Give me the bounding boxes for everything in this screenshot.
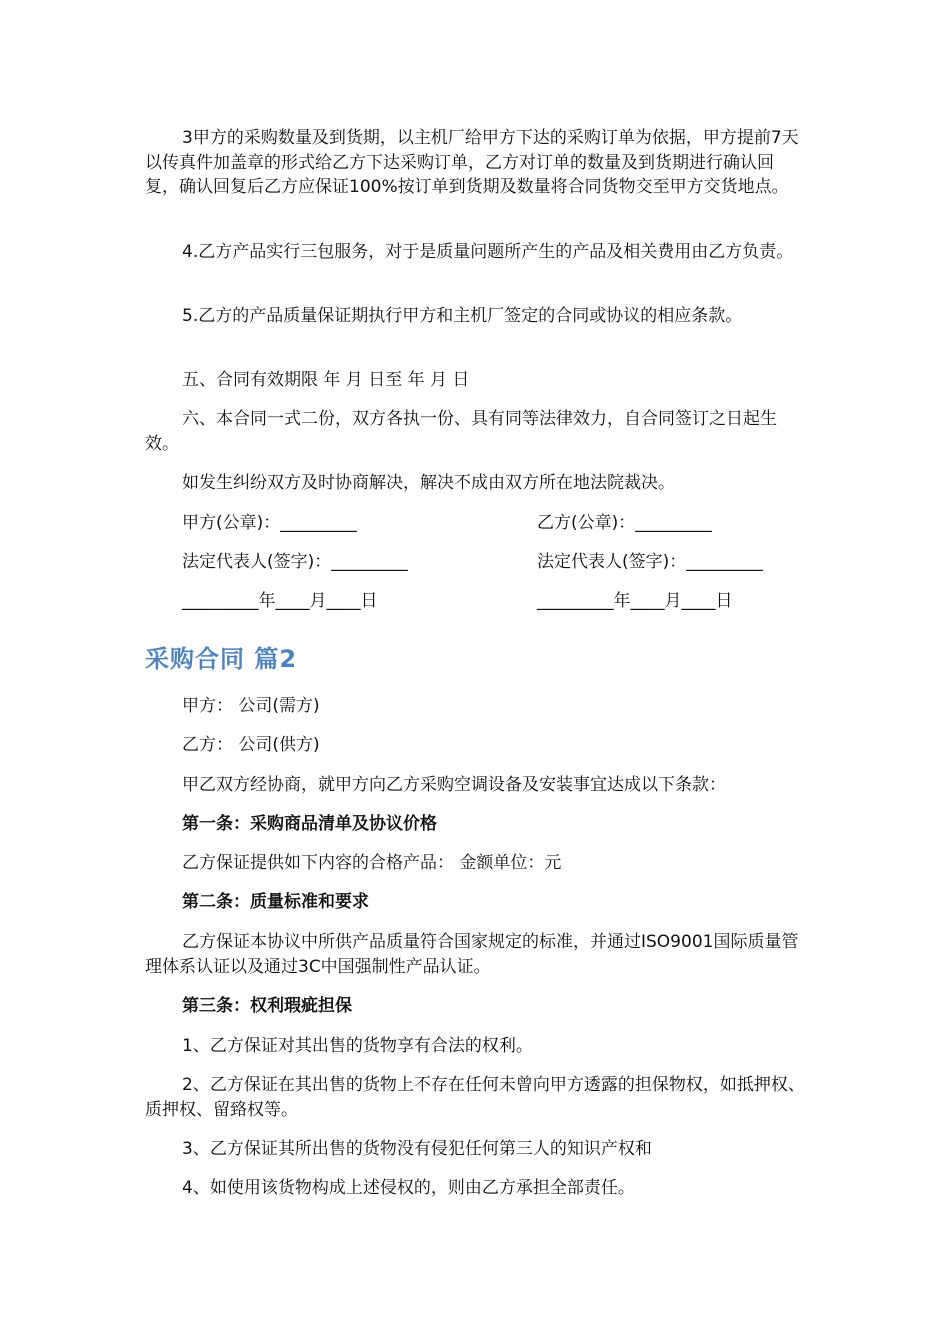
article-3-item-2: 2、乙方保证在其出售的货物上不存在任何未曾向甲方透露的担保物权，如抵押权、质押权、留臵权等。 (145, 1075, 805, 1120)
agreement-intro: 甲乙双方经协商，就甲方向乙方采购空调设备及安装事宜达成以下条款： (182, 775, 726, 795)
clause-dispute: 如发生纠纷双方及时协商解决，解决不成由双方所在地法院裁决。 (182, 473, 675, 493)
clause-item-4: 4.乙方产品实行三包服务，对于是质量问题所产生的产品及相关费用由乙方负责。 (182, 242, 794, 262)
clause-item-3: 3甲方的采购数量及到货期，以主机厂给甲方下达的采购订单为依据，甲方提前7天以传真件加盖章的形式给乙方下达采购订单，乙方对订单的数量及到货期进行确认回复，确认回复后乙方应保证100%按订单到货期及数量将合同货物交至甲方交货地点。 (145, 128, 799, 197)
party-a-representative-line: 法定代表人(签字)：_________ (182, 552, 408, 572)
clause-copies: 六、本合同一式二份，双方各执一份、具有同等法律效力，自合同签订之日起生效。 (145, 409, 777, 454)
article-3-item-4: 4、如使用该货物构成上述侵权的，则由乙方承担全部责任。 (182, 1178, 635, 1198)
article-2-text: 乙方保证本协议中所供产品质量符合国家规定的标准，并通过ISO9001国际质量管理体系认证以及通过3C中国强制性产品认证。 (145, 932, 799, 977)
article-3-title: 第三条：权利瑕疵担保 (182, 996, 352, 1016)
party-a-date-line: _________年____月____日 (182, 591, 378, 611)
article-2-title: 第二条：质量标准和要求 (182, 892, 369, 912)
article-3-item-1: 1、乙方保证对其出售的货物享有合法的权利。 (182, 1036, 533, 1056)
article-1-text: 乙方保证提供如下内容的合格产品： 金额单位：元 (182, 853, 562, 873)
section-heading: 采购合同 篇2 (145, 645, 298, 673)
party-a-seal-line: 甲方(公章)：_________ (182, 513, 357, 533)
party-b-representative-line: 法定代表人(签字)：_________ (537, 552, 763, 572)
party-b-seal-line: 乙方(公章)：_________ (537, 513, 712, 533)
party-a-line: 甲方： 公司(需方) (182, 696, 320, 716)
article-3-item-3: 3、乙方保证其所出售的货物没有侵犯任何第三人的知识产权和 (182, 1139, 652, 1159)
party-b-date-line: _________年____月____日 (537, 591, 733, 611)
clause-validity-period: 五、合同有效期限 年 月 日至 年 月 日 (182, 370, 470, 390)
party-b-line: 乙方： 公司(供方) (182, 735, 320, 755)
clause-item-5: 5.乙方的产品质量保证期执行甲方和主机厂签定的合同或协议的相应条款。 (182, 306, 743, 326)
article-1-title: 第一条：采购商品清单及协议价格 (182, 814, 437, 834)
